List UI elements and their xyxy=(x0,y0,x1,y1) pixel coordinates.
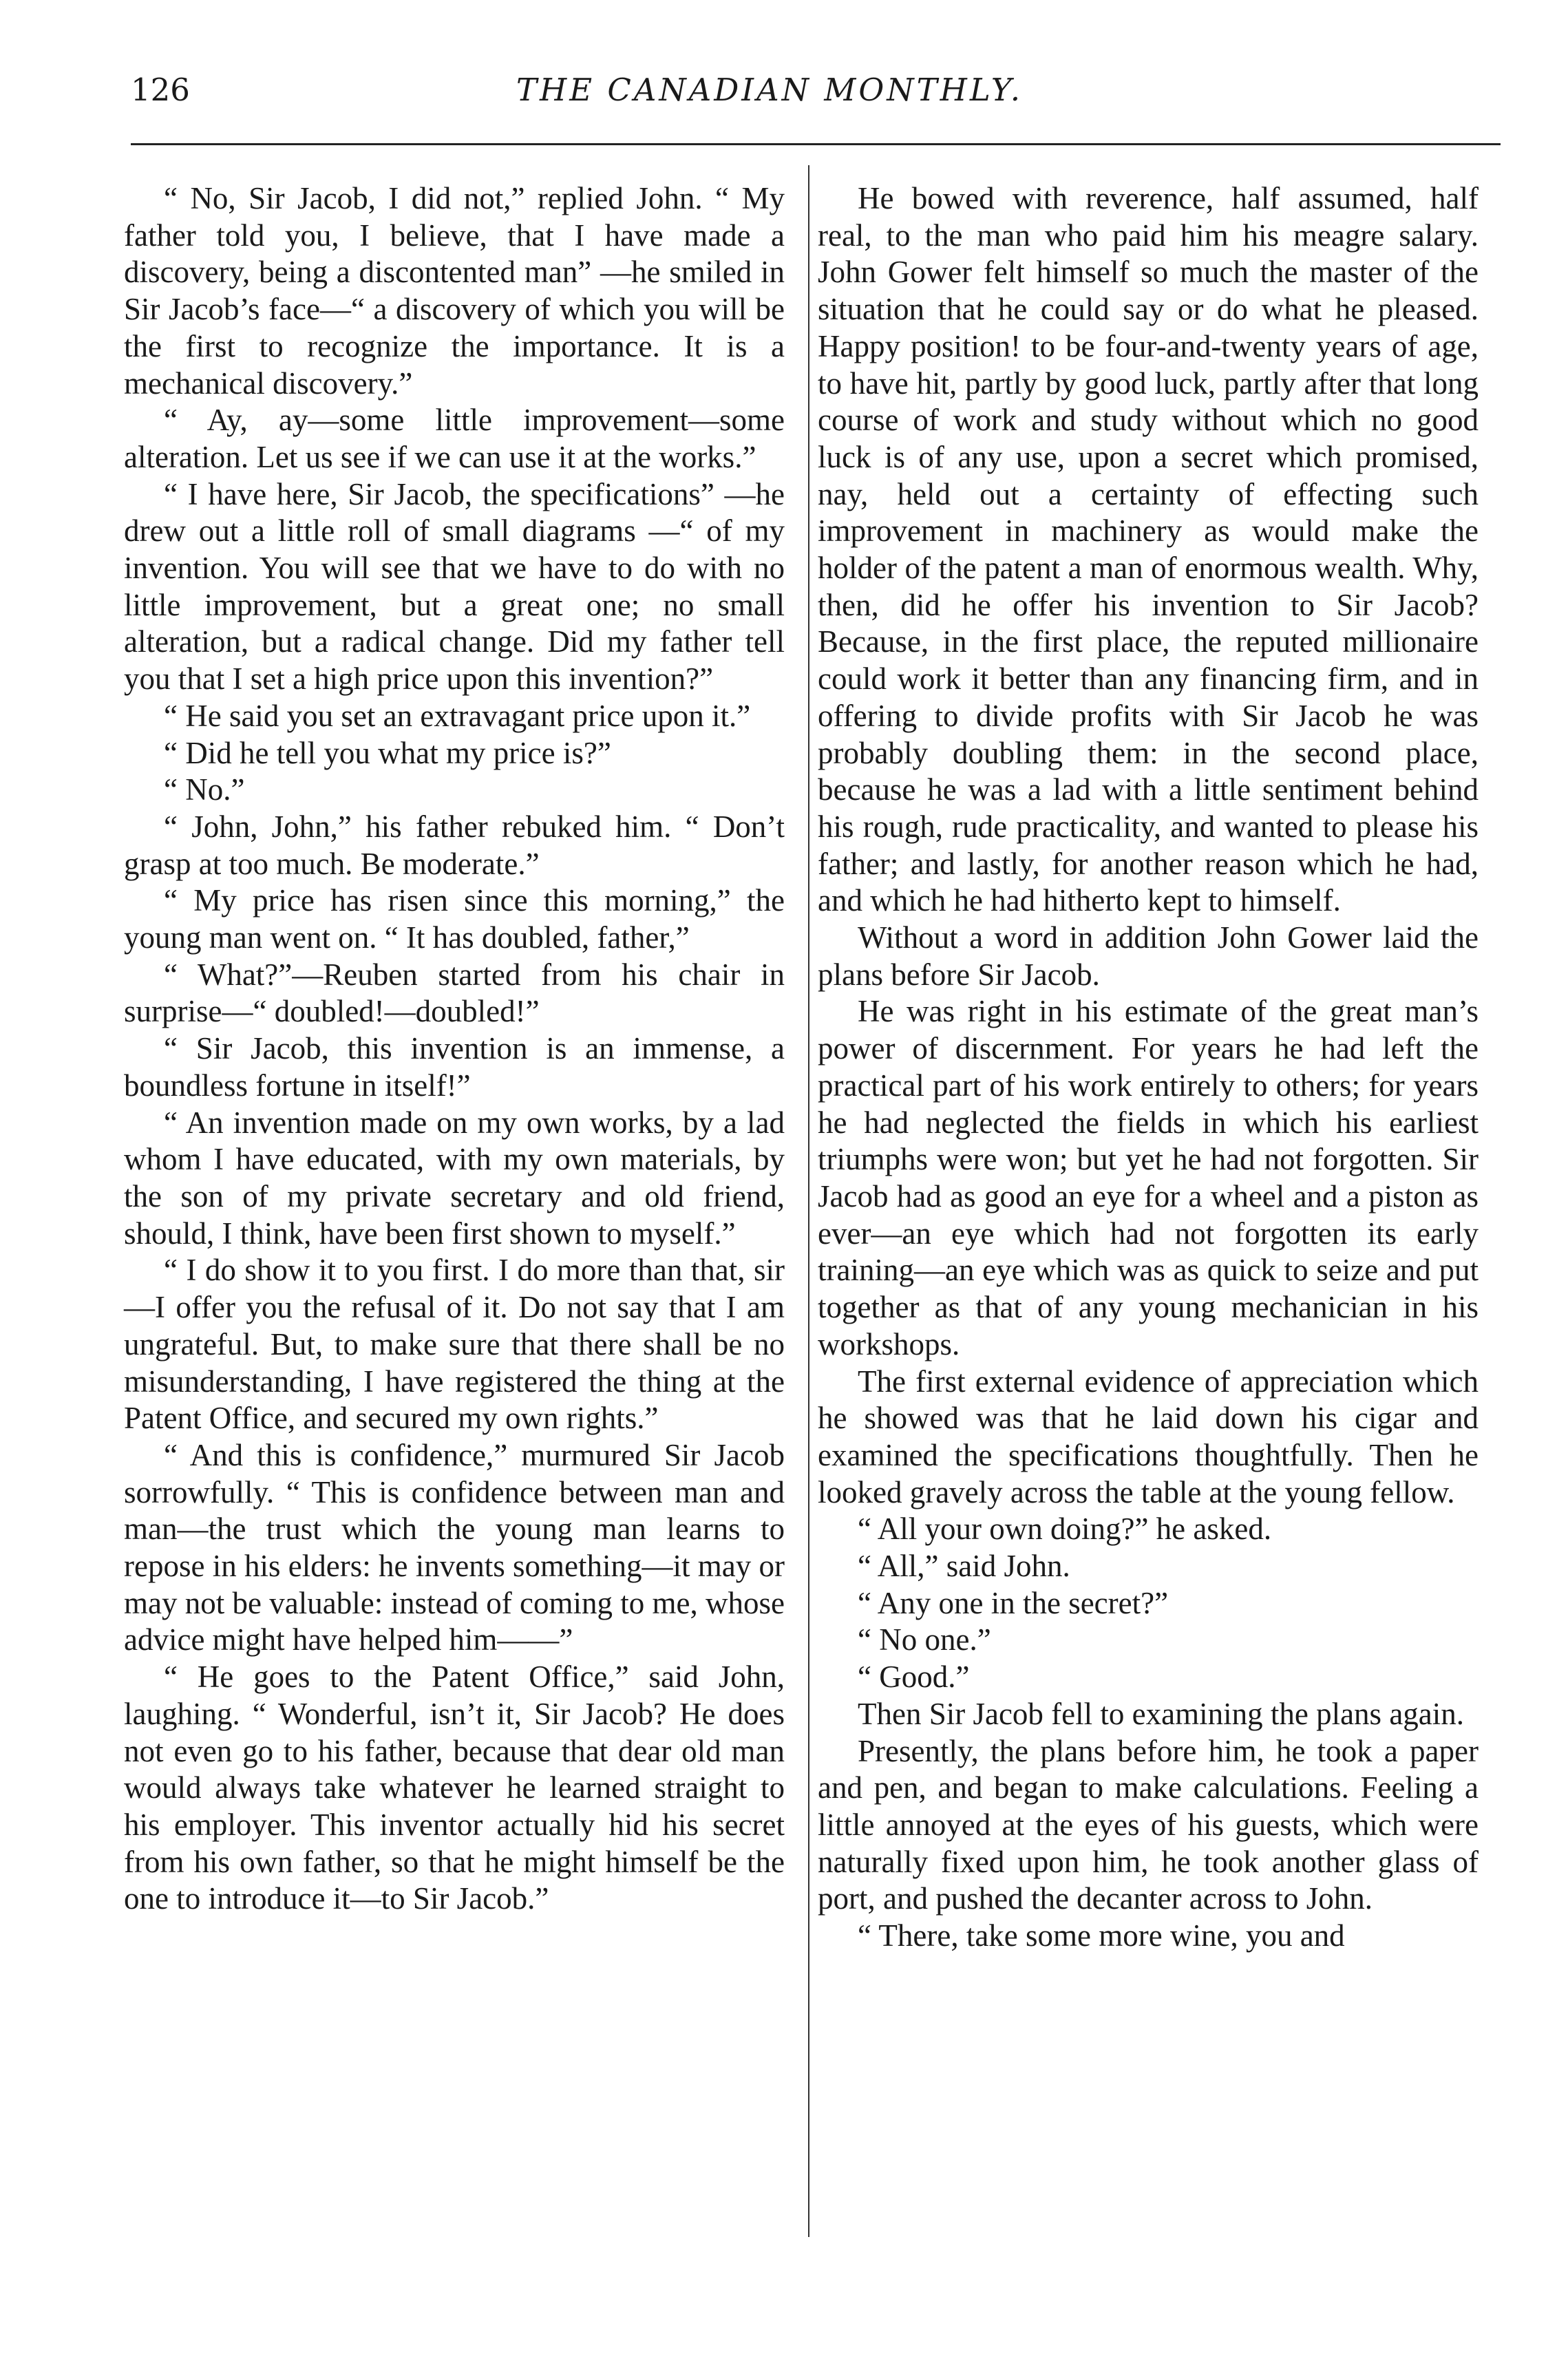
paragraph: “ No.” xyxy=(164,772,245,807)
paragraph: Without a word in addition John Gower laid the plans before Sir Jacob. xyxy=(818,920,1479,992)
paragraph: He was right in his estimate of the great man’s power of discernment. For years he had left the practical part of his work entirely to others; for years he had neglected the fields in which his earliest triumphs were won; but yet he had not forgotten. Sir Jacob had as good an eye for a wheel and a piston as ever—an eye which had not forgotten its early training—an eye which was as quick to seize and put together as that of any young mechanician in his workshops. xyxy=(818,994,1479,1361)
paragraph: “ All your own doing?” he asked. xyxy=(858,1512,1272,1547)
paragraph: Then Sir Jacob fell to examining the plans again. xyxy=(858,1696,1465,1731)
paragraph: Presently, the plans before him, he took a paper and pen, and began to make calculations. Feeling a little annoyed at the eyes of his guests, which were naturally fixed upon him, he took another glass of port, and pushed the decanter across to John. xyxy=(818,1733,1479,1916)
paragraph: “ My price has risen since this morning,” the young man went on. “ It has doubled, father,” xyxy=(124,883,785,955)
paragraph: “ John, John,” his father rebuked him. “ Don’t grasp at too much. Be moderate.” xyxy=(124,809,785,881)
paragraph: “ I do show it to you first. I do more than that, sir—I offer you the refusal of it. Do not say that I am ungrateful. But, to make sure that there shall be no misunderstanding, I have registered the thing at the Patent Office, and secured my own rights.” xyxy=(124,1253,785,1436)
paragraph: “ He goes to the Patent Office,” said John, laughing. “ Wonderful, isn’t it, Sir Jacob? He does not even go to his father, because that dear old man would always take whatever he learned straight to his employer. This inventor actually hid his secret from his own father, so that he might himself be the one to introduce it—to Sir Jacob.” xyxy=(124,1660,785,1916)
left-column xyxy=(124,180,785,1918)
page-header xyxy=(131,74,1487,123)
paragraph: The first external evidence of appreciation which he showed was that he laid down his cigar and examined the specifications thoughtfully. Then he looked gravely across the table at the young fellow. xyxy=(818,1364,1479,1509)
paragraph: “ I have here, Sir Jacob, the specifications” —he drew out a little roll of small diagrams —“ of my invention. You will see that we have to do with no little improvement, but a great one; no small alteration, but a radical change. Did my father tell you that I set a high price upon this invention?” xyxy=(124,476,785,697)
paragraph: “ No, Sir Jacob, I did not,” replied John. “ My father told you, I believe, that I have made a discovery, being a discontented man” —he smiled in Sir Jacob’s face—“ a discovery of which you will be the first to recognize the importance. It is a mechanical discovery.” xyxy=(124,181,785,401)
right-column xyxy=(818,180,1479,1955)
paragraph: “ All,” said John. xyxy=(858,1549,1070,1584)
page-number: 126 xyxy=(131,72,190,108)
column-divider xyxy=(808,165,809,2237)
paragraph: “ Did he tell you what my price is?” xyxy=(164,735,611,770)
paragraph: “ He said you set an extravagant price upon it.” xyxy=(164,698,751,733)
paragraph: “ Good.” xyxy=(858,1660,970,1695)
paragraph: “ An invention made on my own works, by a lad whom I have educated, with my own materials, by the son of my private secretary and old friend, should, I think, have been first shown to myself.” xyxy=(124,1105,785,1251)
paragraph: “ Sir Jacob, this invention is an immense, a boundless fortune in itself!” xyxy=(124,1031,785,1103)
paragraph: He bowed with reverence, half assumed, half real, to the man who paid him his meagre salary. John Gower felt himself so much the master of the situation that he could say or do what he pleased. Happy position! to be four-and-twenty years of age, to have hit, partly by good luck, partly after that long course of work and study without which no good luck is of any use, upon a secret which promised, nay, held out a certainty of effecting such improvement in machinery as would make the holder of the patent a man of enormous wealth. Why, then, did he offer his invention to Sir Jacob? Because, in the first place, the reputed millionaire could work it better than any financing firm, and in offering to divide profits with Sir Jacob he was probably doubling them: in the second place, because he was a lad with a little sentiment behind his rough, rude practicality, and wanted to please his father; and lastly, for another reason which he had, and which he had hitherto kept to himself. xyxy=(818,181,1479,918)
paragraph: “ No one.” xyxy=(858,1622,991,1657)
header-rule xyxy=(131,143,1501,145)
paragraph: “ Any one in the secret?” xyxy=(858,1585,1169,1620)
running-title: THE CANADIAN MONTHLY. xyxy=(516,72,1024,108)
paragraph: “ There, take some more wine, you and xyxy=(858,1918,1345,1953)
paragraph: “ And this is confidence,” murmured Sir Jacob sorrowfully. “ This is confidence between man and man—the trust which the young man learns to repose in his elders: he invents something—it may or may not be valuable: instead of coming to me, whose advice might have helped him——” xyxy=(124,1437,785,1657)
paragraph: “ Ay, ay—some little improvement—some alteration. Let us see if we can use it at the works.” xyxy=(124,403,785,474)
paragraph: “ What?”—Reuben started from his chair in surprise—“ doubled!—doubled!” xyxy=(124,957,785,1029)
